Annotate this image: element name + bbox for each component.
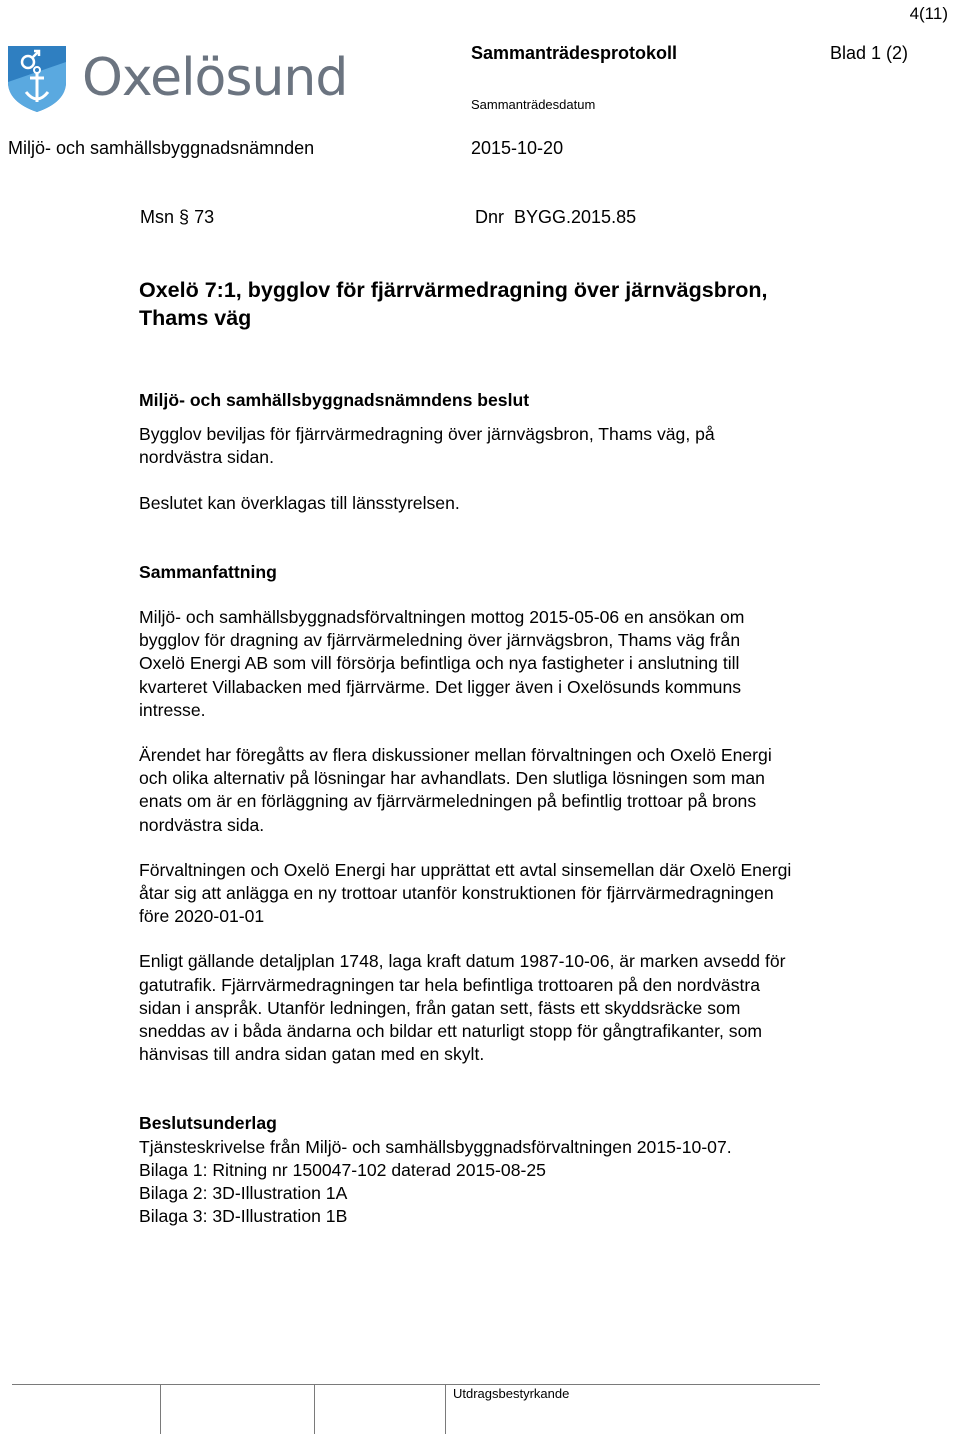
summary-line: Ärendet har föregåtts av flera diskussioner mellan förvaltningen och Oxelö Energi bbox=[139, 745, 772, 766]
sheet-number: Blad 1 (2) bbox=[830, 43, 909, 63]
basis-item: Tjänsteskrivelse från Miljö- och samhällsbyggnadsförvaltningen 2015-10-07. bbox=[139, 1136, 732, 1157]
certification-label: Utdragsbestyrkande bbox=[453, 1386, 570, 1401]
footer-divider bbox=[12, 1384, 820, 1385]
signature-box-divider bbox=[314, 1384, 315, 1434]
summary-line: intresse. bbox=[139, 699, 206, 720]
summary-line: sneddas av i båda ändarna och bildar ett naturligt stopp för gångtrafikanter, som bbox=[139, 1021, 763, 1042]
logo-wordmark: Oxelösund bbox=[82, 48, 348, 108]
decision-heading: Miljö- och samhällsbyggnadsnämndens beslut bbox=[139, 390, 530, 410]
decision-text-line: Bygglov beviljas för fjärrvärmedragning över järnvägsbron, Thams väg, på bbox=[139, 424, 715, 445]
section-sign-icon: § bbox=[179, 207, 190, 227]
summary-line: Miljö- och samhällsbyggnadsförvaltningen mottog 2015-05-06 en ansökan om bbox=[139, 607, 745, 628]
diary-number: Dnr BYGG.2015.85 bbox=[475, 207, 637, 227]
case-msn-number: 73 bbox=[194, 207, 215, 227]
summary-line: bygglov för dragning av fjärrvärmeledning över järnvägsbron, Thams väg från bbox=[139, 630, 741, 651]
case-title-line: Oxelö 7:1, bygglov för fjärrvärmedragning över järnvägsbron, bbox=[139, 278, 768, 302]
signature-box-divider bbox=[445, 1384, 446, 1434]
summary-heading: Sammanfattning bbox=[139, 561, 277, 582]
summary-line: hänvisas till andra sidan gatan med en skylt. bbox=[139, 1044, 485, 1065]
summary-line: kvarteret Villabacken med fjärrvärme. Det ligger även i Oxelösunds kommuns bbox=[139, 676, 742, 697]
meeting-date: 2015-10-20 bbox=[471, 138, 564, 158]
case-prefix: Msn bbox=[140, 207, 175, 227]
municipality-logo bbox=[6, 42, 348, 114]
basis-heading: Beslutsunderlag bbox=[139, 1113, 277, 1134]
basis-item: Bilaga 2: 3D-Illustration 1A bbox=[139, 1183, 348, 1204]
summary-line: Oxelö Energi AB som vill försörja befintliga och nya fastigheter i anslutning till bbox=[139, 653, 740, 674]
committee-name: Miljö- och samhällsbyggnadsnämnden bbox=[8, 138, 315, 158]
meeting-date-label: Sammanträdesdatum bbox=[471, 97, 596, 112]
summary-line: nordvästra sida. bbox=[139, 814, 265, 835]
signature-box-divider bbox=[160, 1384, 161, 1434]
summary-line: före 2020-01-01 bbox=[139, 906, 265, 927]
decision-text-line: nordvästra sidan. bbox=[139, 447, 274, 468]
summary-line: och olika alternativ på lösningar har avhandlats. Den slutliga lösningen som man bbox=[139, 768, 765, 789]
summary-line: Förvaltningen och Oxelö Energi har upprättat ett avtal sinsemellan där Oxelö Energi bbox=[139, 859, 792, 880]
appeal-note: Beslutet kan överklagas till länsstyrelsen. bbox=[139, 492, 460, 513]
case-number bbox=[140, 207, 214, 228]
oxelosund-shield-logo-icon bbox=[6, 42, 68, 114]
basis-item: Bilaga 1: Ritning nr 150047-102 daterad 2015-08-25 bbox=[139, 1159, 546, 1180]
document-body bbox=[139, 276, 929, 1228]
summary-line: enats om är en förläggning av fjärrvärmeledningen på befintlig trottoar på brons bbox=[139, 791, 757, 812]
summary-line: gatutrafik. Fjärrvärmedragningen tar hela befintliga trottoaren på den nordvästra bbox=[139, 974, 761, 995]
basis-item: Bilaga 3: 3D-Illustration 1B bbox=[139, 1206, 348, 1227]
document-type: Sammanträdesprotokoll bbox=[471, 43, 678, 63]
page-number: 4(11) bbox=[909, 4, 948, 23]
summary-line: åtar sig att anlägga en ny trottoar utanför konstruktionen för fjärrvärmedragningen bbox=[139, 883, 774, 904]
case-title-line: Thams väg bbox=[139, 306, 252, 330]
summary-line: sidan i anspråk. Utanför ledningen, från gatan sett, fästs ett skyddsräcke som bbox=[139, 997, 741, 1018]
summary-line: Enligt gällande detaljplan 1748, laga kraft datum 1987-10-06, är marken avsedd för bbox=[139, 951, 786, 972]
